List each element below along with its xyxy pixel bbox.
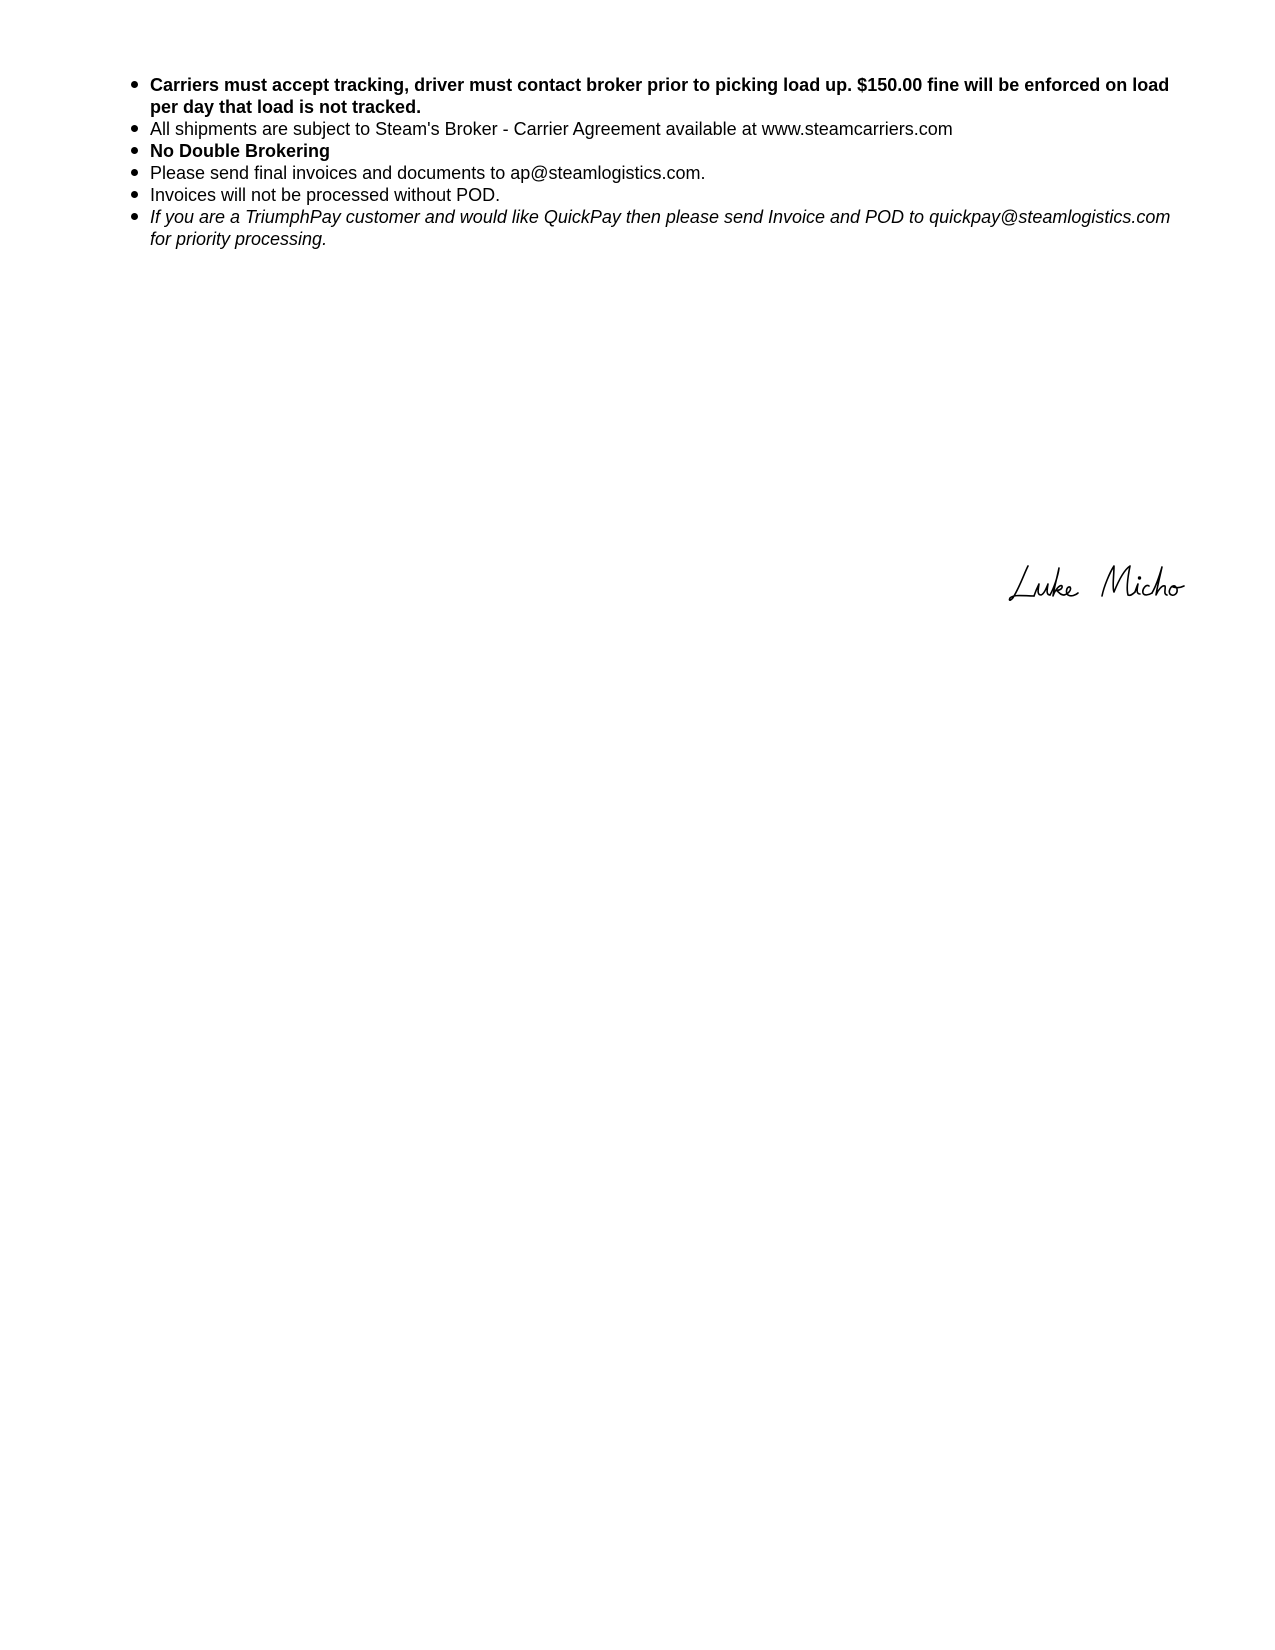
term-item [131, 206, 1176, 250]
term-text: Please send final invoices and documents to ap@steamlogistics.com. [150, 163, 706, 183]
handwritten-signature [1006, 562, 1196, 612]
bullet-icon [131, 169, 138, 176]
bullet-icon [131, 147, 138, 154]
term-item [131, 140, 1176, 162]
bullet-icon [131, 125, 138, 132]
term-text: If you are a TriumphPay customer and would like QuickPay then please send Invoice and POD to quickpay@steamlogistics.com for priority processing. [150, 207, 1171, 249]
term-text: Carriers must accept tracking, driver must contact broker prior to picking load up. $150.00 fine will be enforced on load per day that load is not tracked. [150, 75, 1170, 117]
bullet-icon [131, 213, 138, 220]
term-text: Invoices will not be processed without POD. [150, 185, 501, 205]
term-item [131, 184, 1176, 206]
term-text: All shipments are subject to Steam's Broker - Carrier Agreement available at www.steamcarriers.com [150, 119, 953, 139]
terms-list [131, 74, 1176, 250]
bullet-icon [131, 191, 138, 198]
term-text: No Double Brokering [150, 141, 331, 161]
term-item [131, 162, 1176, 184]
term-item [131, 74, 1176, 118]
bullet-icon [131, 81, 138, 88]
term-item [131, 118, 1176, 140]
